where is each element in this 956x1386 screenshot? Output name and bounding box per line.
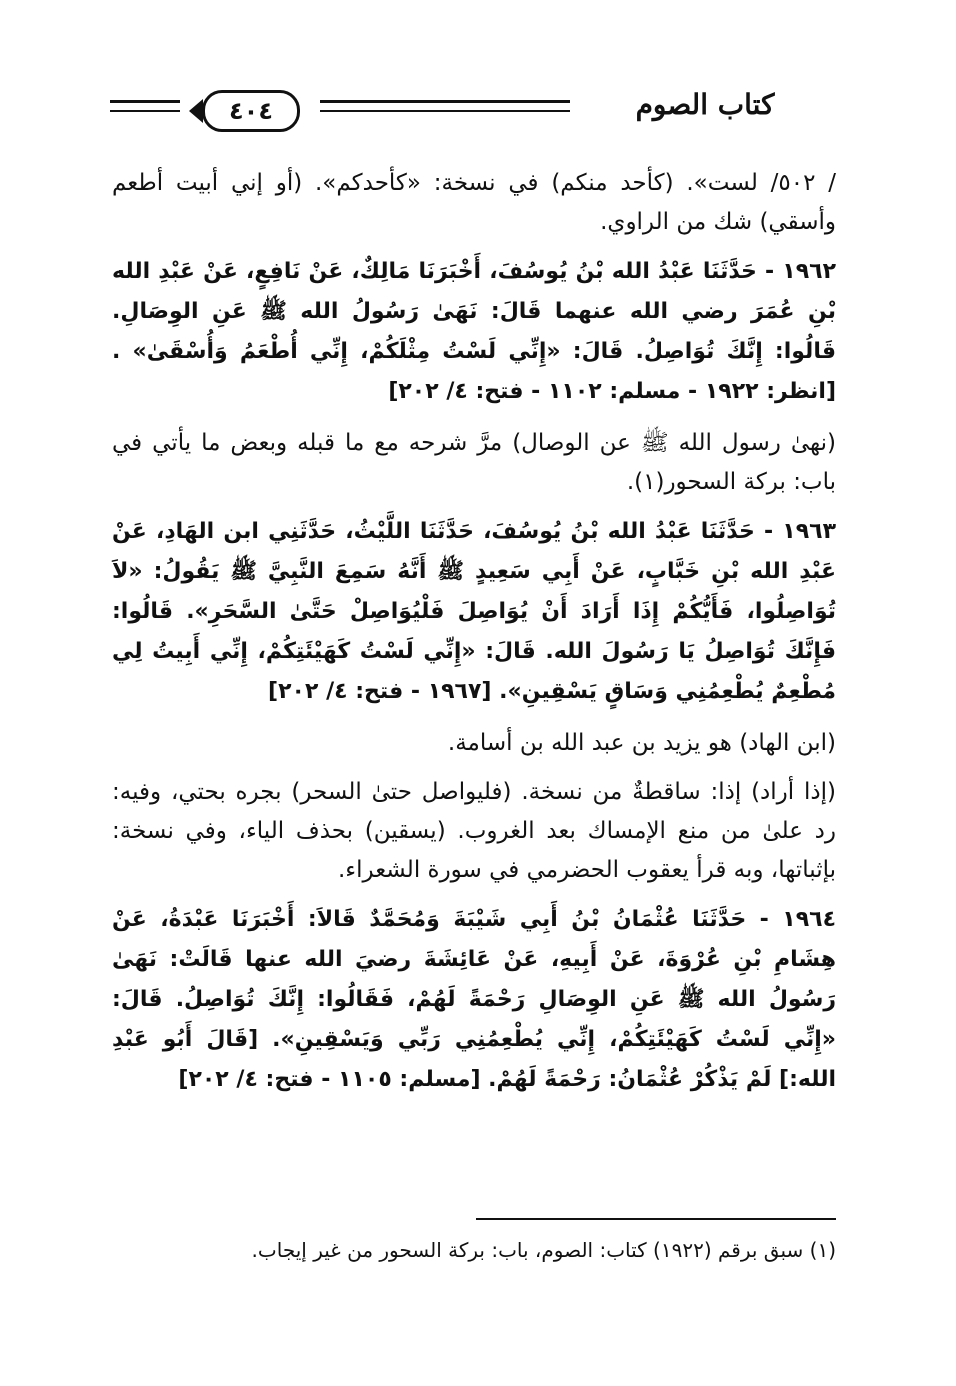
header-rule-left-top [110, 100, 180, 103]
page-body [112, 164, 836, 1112]
footnote: (١) سبق برقم (١٩٢٢) كتاب: الصوم، باب: بركة السحور من غير إيجاب. [251, 1238, 836, 1262]
page-number: ٤٠٤ [229, 97, 273, 125]
hadith-paragraph: ١٩٦٤ - حَدَّثَنَا عُثْمَانُ بْنُ أَبِي شَيْبَةَ وَمُحَمَّدٌ قَالاَ: أَخْبَرَنَا عَبْدَةُ، عَنْ هِشَامِ بْنِ عُرْوَةَ، عَنْ أَبِيهِ، عَنْ عَائِشَةَ رضيَ الله عنها قَالَتْ: نَهَىٰ رَسُولُ الله ﷺ عَنِ الوِصَالِ رَحْمَةً لَهُمْ، فَقَالُوا: إِنَّكَ تُوَاصِلُ. قَالَ: «إِنِّي لَسْتُ كَهَيْئَتِكُمْ، إِنِّي يُطْعِمُنِي رَبِّي وَيَسْقِينِ». [قَالَ أَبُو عَبْدِ الله:] لَمْ يَذْكُرْ عُثْمَانُ: رَحْمَةً لَهُمْ. [مسلم: ١١٠٥ - فتح: ٤/ ٢٠٢] [112, 907, 836, 1092]
hadith-paragraph: ١٩٦٣ - حَدَّثَنَا عَبْدُ الله بْنُ يُوسُفَ، حَدَّثَنَا اللَّيْثُ، حَدَّثَنِي ابن الهَادِ، عَنْ عَبْدِ الله بْنِ خَبَّابٍ، عَنْ أَبِي سَعِيدٍ ﷺ أَنَّهُ سَمِعَ النَّبِيَّ ﷺ يَقُولُ: «لاَ تُوَاصِلُوا، فَأَيُّكُمْ إِذَا أَرَادَ أَنْ يُوَاصِلَ فَلْيُوَاصِلْ حَتَّىٰ السَّحَرِ». قَالُوا: فَإِنَّكَ تُوَاصِلُ يَا رَسُولَ الله. قَالَ: «إِنِّي لَسْتُ كَهَيْئَتِكُمْ، إِنِّي أَبِيتُ لِي مُطْعِمٌ يُطْعِمُنِي وَسَاقٍ يَسْقِينِ». [١٩٦٧ - فتح: ٤/ ٢٠٢] [112, 519, 836, 704]
page-number-badge [202, 90, 300, 132]
commentary-paragraph: (إذا أراد) إذا: ساقطةٌ من نسخة. (فليواصل حتىٰ السحر) بجره بحتي، وفيه: رد علىٰ من منع الإمساك بعد الغروب. (يسقين) بحذف الياء، وفي نسخة: بإثباتها، وبه قرأ يعقوب الحضرمي في سورة الشعراء. [112, 779, 836, 883]
header-rule-left-bottom [110, 110, 180, 112]
commentary-paragraph: / ٥٠٢/ لست». (كأحد منكم) في نسخة: «كأحدكم». (أو إني أبيت أطعم وأسقي) شك من الراوي. [112, 170, 837, 235]
running-title: كتاب الصوم [635, 88, 775, 121]
page-header [110, 86, 838, 134]
hadith-paragraph: ١٩٦٢ - حَدَّثَنَا عَبْدُ الله بْنُ يُوسُفَ، أَخْبَرَنَا مَالِكٌ، عَنْ نَافِعٍ، عَنْ عَبْدِ الله بْنِ عُمَرَ رضي الله عنهما قَالَ: نَهَىٰ رَسُولُ الله ﷺ عَنِ الوِصَالِ. قَالُوا: إِنَّكَ تُوَاصِلُ. قَالَ: «إِنِّي لَسْتُ مِثْلَكُمْ، إِنِّي أُطْعَمُ وَأُسْقَىٰ» .[انظر: ١٩٢٢ - مسلم: ١١٠٢ - فتح: ٤/ ٢٠٢] [112, 259, 836, 404]
commentary-paragraph: (نهىٰ رسول الله ﷺ عن الوصال) مرَّ شرحه مع ما قبله وبعض ما يأتي في باب: بركة السحور(١). [112, 430, 836, 495]
header-rule-middle-bottom [320, 110, 570, 112]
commentary-paragraph: (ابن الهاد) هو يزيد بن عبد الله بن أسامة. [447, 730, 836, 756]
header-rule-middle-top [320, 100, 570, 103]
footnote-separator [476, 1218, 836, 1220]
